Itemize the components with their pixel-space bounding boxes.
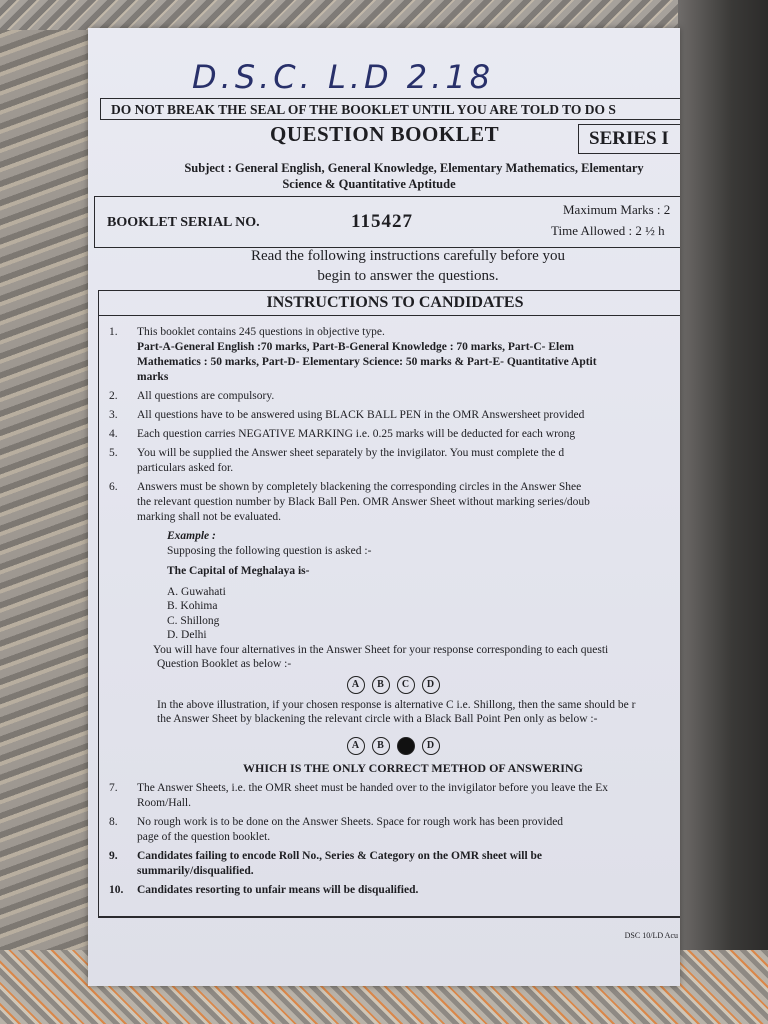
example-note-4: the Answer Sheet by blackening the relevant circle with a Black Ball Point Pen only as below :- (157, 713, 598, 725)
booklet-serial-box (94, 196, 680, 248)
instruction-number: 7. (109, 782, 118, 794)
booklet-serial-number: 115427 (351, 211, 413, 232)
bubble-d: D (422, 676, 440, 694)
instruction-item (99, 849, 680, 879)
example-option: D. Delhi (167, 629, 207, 641)
time-allowed: Time Allowed : 2 ½ h (551, 223, 665, 238)
bubble-c-filled (397, 737, 415, 755)
bubble-a: A (347, 676, 365, 694)
instructions-box (98, 290, 680, 918)
subject-line-2: Science & Quantitative Aptitude (282, 177, 456, 191)
question-booklet-page (88, 28, 680, 986)
page-title: QUESTION BOOKLET (270, 122, 500, 146)
instruction-number: 8. (109, 816, 118, 828)
instruction-text-cont: page of the question booklet. (137, 831, 271, 843)
read-note-line-2: begin to answer the questions. (317, 268, 499, 284)
part-marks-line-3: marks (137, 371, 169, 383)
example-question: The Capital of Meghalaya is- (167, 565, 310, 577)
read-note-line-1: Read the following instructions carefully before you (250, 248, 566, 264)
instruction-text: Answers must be shown by completely blackening the corresponding circles in the Answer Shee (137, 481, 582, 493)
instruction-item (99, 480, 680, 525)
subject-line (134, 160, 680, 192)
instruction-text-cont: marking shall not be evaluated. (137, 511, 282, 523)
example-intro: Supposing the following question is asked :- (167, 544, 372, 557)
example-note-1: You will have four alternatives in the Answer Sheet for your response corresponding to each questi (153, 643, 609, 656)
bubble-b: B (372, 676, 390, 694)
instruction-number: 3. (109, 409, 118, 421)
instruction-item (99, 781, 680, 811)
correct-method-heading: WHICH IS THE ONLY CORRECT METHOD OF ANSWERING (243, 760, 583, 775)
background-right (678, 0, 768, 1024)
instruction-item (99, 325, 680, 385)
instruction-text: Candidates failing to encode Roll No., Series & Category on the OMR sheet will be (137, 850, 543, 862)
instruction-text: You will be supplied the Answer sheet separately by the invigilator. You must complete the d (137, 447, 565, 459)
instruction-text: All questions have to be answered using BLACK BALL PEN in the OMR Answersheet provided (137, 409, 585, 421)
instruction-text: This booklet contains 245 questions in objective type. (137, 326, 385, 338)
instruction-text: Each question carries NEGATIVE MARKING i.e. 0.25 marks will be deducted for each wrong (137, 428, 576, 440)
example-option: A. Guwahati (167, 585, 226, 598)
instruction-text-cont: the relevant question number by Black Ball Pen. OMR Answer Sheet without marking series/doub (137, 496, 590, 508)
table-cloth-left (0, 0, 88, 1024)
table-cloth-top (0, 0, 768, 30)
instruction-text-cont: summarily/disqualified. (137, 865, 254, 877)
instructions-heading: INSTRUCTIONS TO CANDIDATES (99, 291, 680, 316)
instruction-number: 5. (109, 447, 118, 459)
footer-code: DSC 10/LD Acu (624, 931, 678, 940)
instruction-text: The Answer Sheets, i.e. the OMR sheet must be handed over to the invigilator before you leave the Ex (137, 782, 609, 794)
part-marks-line-2: Mathematics : 50 marks, Part-D- Elementary Science: 50 marks & Part-E- Quantitative Aptit (137, 356, 597, 368)
example-option: B. Kohima (167, 600, 218, 612)
bubble-c: C (397, 676, 415, 694)
read-instructions-note (208, 246, 608, 286)
instruction-number: 6. (109, 481, 118, 493)
instruction-text-cont: Room/Hall. (137, 797, 191, 809)
instruction-text-cont: particulars asked for. (137, 462, 234, 474)
bubble-b: B (372, 737, 390, 755)
instruction-item (99, 408, 680, 423)
seal-notice: DO NOT BREAK THE SEAL OF THE BOOKLET UNTIL YOU ARE TOLD TO DO S (100, 98, 680, 120)
instruction-number: 2. (109, 390, 118, 402)
example-label: Example : (167, 530, 216, 542)
handwritten-note: D.S.C. L.D 2.18 (192, 58, 495, 96)
example-option: C. Shillong (167, 614, 220, 627)
instruction-number: 1. (109, 326, 118, 338)
instruction-text: No rough work is to be done on the Answer Sheets. Space for rough work has been provided (137, 816, 564, 828)
bubble-a: A (347, 737, 365, 755)
subject-line-1: Subject : General English, General Knowledge, Elementary Mathematics, Elementary (184, 161, 644, 175)
instruction-item (99, 446, 680, 476)
part-marks-line-1: Part-A-General English :70 marks, Part-B-General Knowledge : 70 marks, Part-C- Elem (137, 341, 574, 353)
instruction-number: 9. (109, 850, 118, 862)
instruction-text: All questions are compulsory. (137, 390, 275, 402)
answer-bubbles (167, 676, 680, 694)
booklet-serial-label: BOOKLET SERIAL NO. (107, 215, 260, 230)
bubble-d: D (422, 737, 440, 755)
example-note-3: In the above illustration, if your chosen response is alternative C i.e. Shillong, then the same should be r (157, 698, 636, 711)
instruction-number: 10. (109, 884, 124, 896)
instruction-number: 4. (109, 428, 118, 440)
example-note-2: Question Booklet as below :- (157, 658, 292, 670)
instruction-item (99, 427, 680, 442)
answer-bubbles-marked (167, 737, 680, 755)
example-block (99, 529, 680, 775)
maximum-marks: Maximum Marks : 2 (563, 202, 671, 217)
series-label: SERIES I (578, 124, 680, 154)
instruction-text: Candidates resorting to unfair means will be disqualified. (137, 884, 419, 896)
instruction-item (99, 389, 680, 404)
instruction-item (99, 883, 680, 898)
instruction-item (99, 815, 680, 845)
instructions-list (99, 325, 680, 902)
